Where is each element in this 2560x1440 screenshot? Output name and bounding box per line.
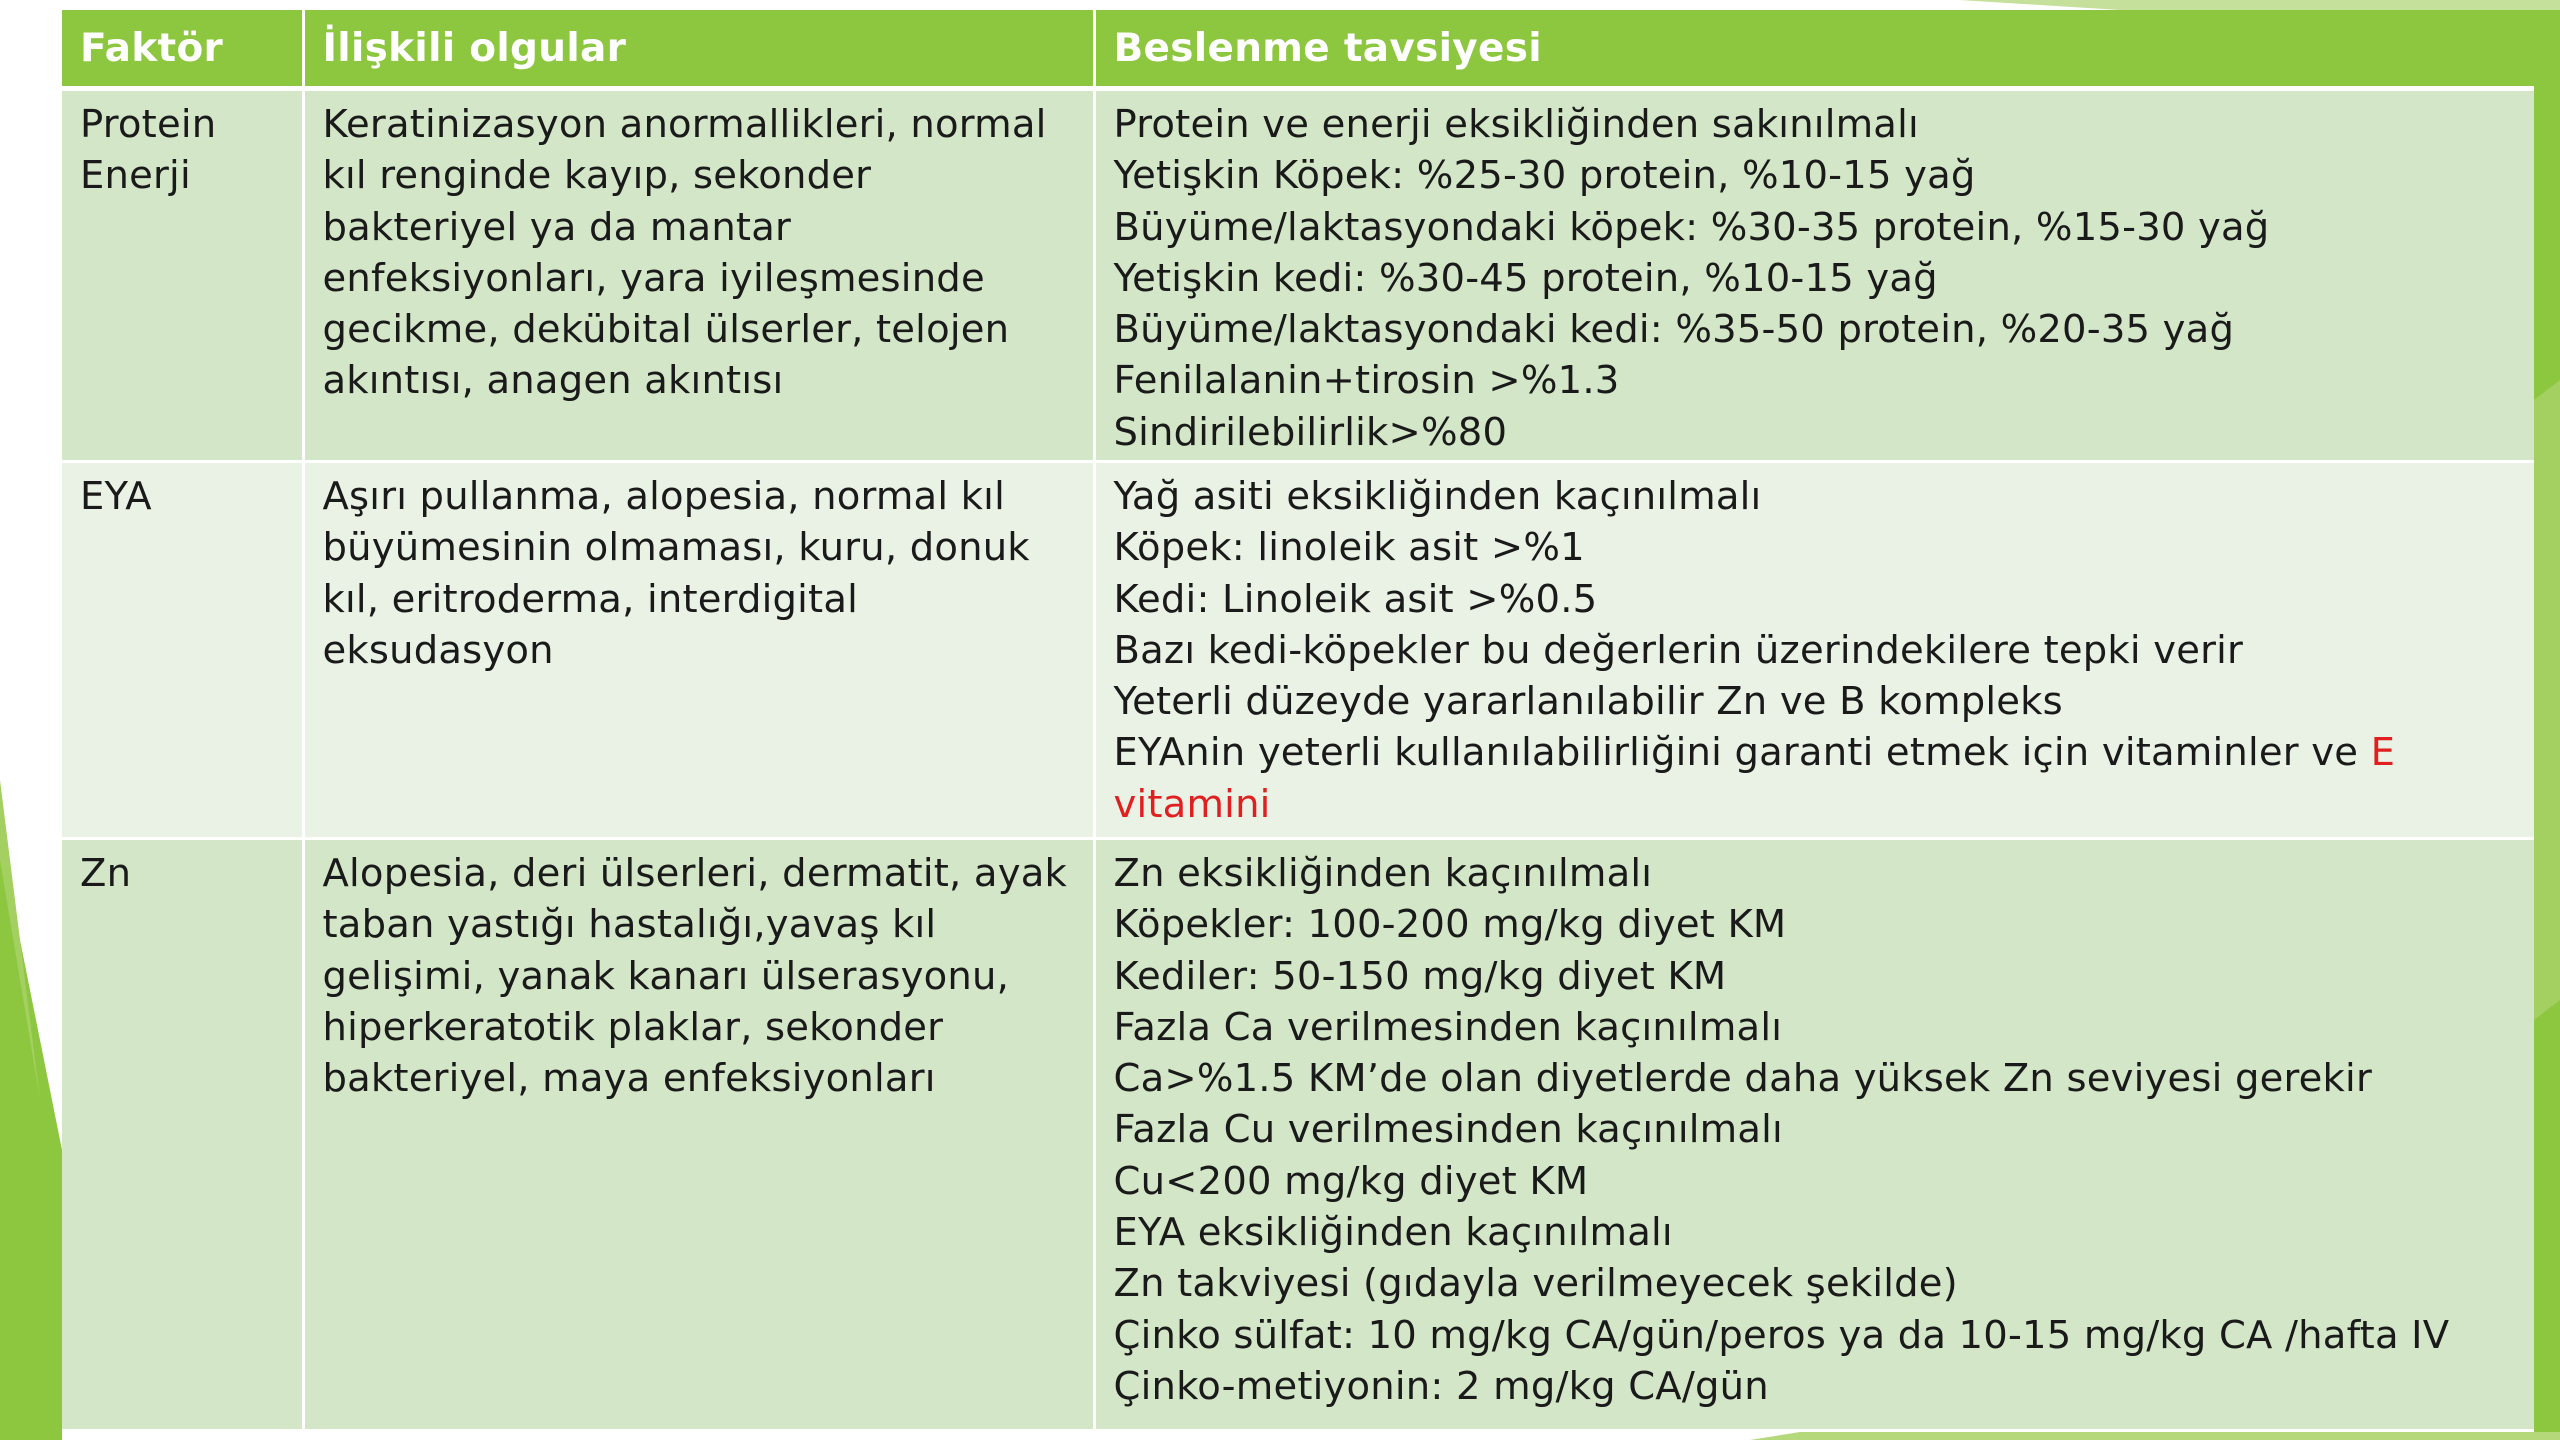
advice-line: Zn eksikliğinden kaçınılmalı <box>1113 851 1653 896</box>
advice-line: Çinko-metiyonin: 2 mg/kg CA/gün <box>1113 1363 1769 1409</box>
advice-line: Köpek: linoleik asit >%1 <box>1113 525 1585 571</box>
advice-line: EYA eksikliğinden kaçınılmalı <box>1113 1210 1673 1256</box>
factor-cell <box>62 839 303 1431</box>
advice-line: Yetişkin Köpek: %25-30 protein, %10-15 yağ <box>1113 153 1976 199</box>
findings-text: Aşırı pullanma, alopesia, normal kıl büyümesinin olmaması, kuru, donuk kıl, eritroderma, interdigital eksudasyon <box>322 474 1030 673</box>
advice-line: Fazla Cu verilmesinden kaçınılmalı <box>1113 1107 1783 1153</box>
advice-text: EYAnin yeterli kullanılabilirliğini garanti etmek için vitaminler ve <box>1113 730 2371 776</box>
advice-line: Ca>%1.5 KM’de olan diyetlerde daha yüksek Zn seviyesi gerekir <box>1113 1056 2372 1102</box>
factor-cell <box>62 89 303 462</box>
table-row <box>62 462 2534 839</box>
advice-line: Kedi: Linoleik asit >%0.5 <box>1113 576 1598 622</box>
table-row <box>62 839 2534 1431</box>
nutrition-table-container <box>62 10 2534 1432</box>
advice-line: Büyüme/laktasyondaki kedi: %35-50 protein, %20-35 yağ <box>1113 307 2235 353</box>
advice-line: Yeterli düzeyde yararlanılabilir Zn ve B kompleks <box>1113 679 2063 725</box>
advice-line: Fenilalanin+tirosin >%1.3 <box>1113 358 1620 404</box>
advice-line: Büyüme/laktasyondaki köpek: %30-35 protein, %15-30 yağ <box>1113 204 2270 250</box>
table-row <box>62 89 2534 462</box>
advice-line: Fazla Ca verilmesinden kaçınılmalı <box>1113 1004 1783 1050</box>
nutrition-table <box>62 10 2534 1432</box>
findings-text: Keratinizasyon anormallikleri, normal kıl renginde kayıp, sekonder bakteriyel ya da mantar enfeksiyonları, yara iyileşmesinde gecikme, dekübital ülserler, telojen akıntısı, anagen akıntısı <box>322 102 1047 404</box>
advice-line: Çinko sülfat: 10 mg/kg CA/gün/peros ya da 10-15 mg/kg CA /hafta IV <box>1113 1312 2450 1358</box>
factor-label: Protein <box>80 102 217 147</box>
factor-label: Zn <box>80 851 132 896</box>
advice-line: Kediler: 50-150 mg/kg diyet KM <box>1113 953 1727 999</box>
factor-label: EYA <box>80 474 152 519</box>
advice-line: Cu<200 mg/kg diyet KM <box>1113 1158 1589 1204</box>
header-findings: İlişkili olgular <box>303 10 1094 89</box>
advice-cell <box>1094 89 2534 462</box>
header-advice: Beslenme tavsiyesi <box>1094 10 2534 89</box>
factor-cell <box>62 462 303 839</box>
findings-cell <box>303 839 1094 1431</box>
header-factor: Faktör <box>62 10 303 89</box>
advice-line: Bazı kedi-köpekler bu değerlerin üzerindekilere tepki verir <box>1113 627 2244 673</box>
factor-label: Enerji <box>80 153 191 199</box>
findings-cell <box>303 89 1094 462</box>
advice-line: Yetişkin kedi: %30-45 protein, %10-15 yağ <box>1113 255 1938 301</box>
advice-line: Protein ve enerji eksikliğinden sakınılmalı <box>1113 102 1919 147</box>
highlight-text: E vitamini <box>1113 730 2396 827</box>
advice-line: Yağ asiti eksikliğinden kaçınılmalı <box>1113 474 1762 519</box>
findings-cell <box>303 462 1094 839</box>
advice-line: Sindirilebilirlik>%80 <box>1113 409 1508 455</box>
advice-line: Zn takviyesi (gıdayla verilmeyecek şekilde) <box>1113 1261 1958 1307</box>
advice-cell <box>1094 462 2534 839</box>
advice-line: Köpekler: 100-200 mg/kg diyet KM <box>1113 902 1787 948</box>
advice-cell <box>1094 839 2534 1431</box>
advice-line-with-highlight <box>1114 727 2517 830</box>
findings-text: Alopesia, deri ülserleri, dermatit, ayak taban yastığı hastalığı,yavaş kıl gelişimi, yanak kanarı ülserasyonu, hiperkeratotik plaklar, sekonder bakteriyel, maya enfeksiyonları <box>322 851 1067 1102</box>
table-header-row <box>62 10 2534 89</box>
